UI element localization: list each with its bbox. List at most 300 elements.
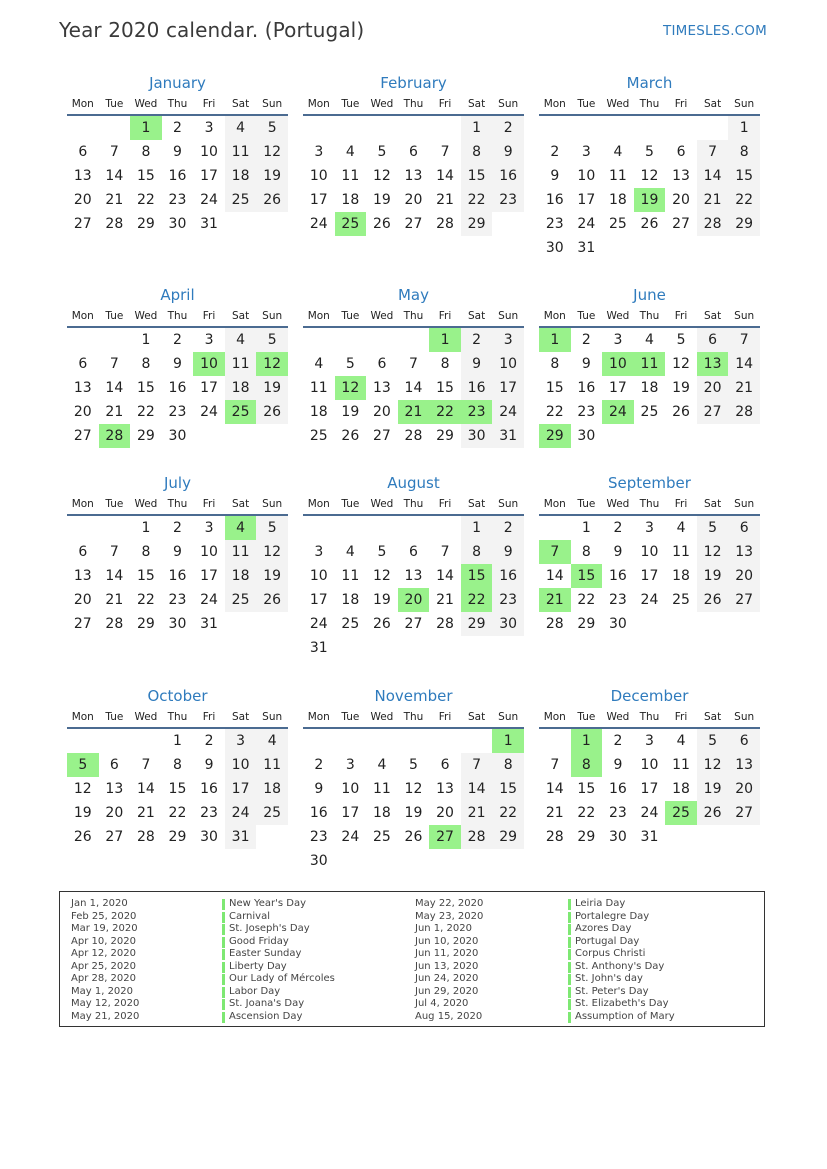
- day-cell[interactable]: 10: [577, 168, 596, 184]
- day-cell[interactable]: 31: [492, 424, 524, 448]
- day-cell[interactable]: 20: [372, 404, 391, 420]
- day-cell[interactable]: 9: [314, 781, 324, 797]
- day-cell[interactable]: 2: [173, 120, 182, 136]
- day-cell[interactable]: 28: [105, 216, 124, 232]
- day-cell[interactable]: 17: [200, 168, 218, 184]
- day-cell[interactable]: 12: [697, 540, 729, 564]
- day-cell[interactable]: 7: [109, 544, 119, 560]
- day-cell[interactable]: 8: [492, 753, 524, 777]
- day-cell[interactable]: 20: [672, 192, 690, 208]
- day-cell[interactable]: 6: [676, 144, 686, 160]
- day-cell-holiday[interactable]: 21: [539, 588, 571, 612]
- day-cell[interactable]: 5: [256, 116, 288, 140]
- day-cell[interactable]: 30: [168, 216, 187, 232]
- day-cell[interactable]: 26: [640, 216, 659, 232]
- day-cell[interactable]: 21: [136, 805, 155, 821]
- day-cell[interactable]: 29: [461, 212, 493, 236]
- day-cell[interactable]: 18: [672, 781, 690, 797]
- day-cell[interactable]: 30: [168, 616, 187, 632]
- day-cell-holiday[interactable]: 5: [67, 753, 99, 777]
- day-cell[interactable]: 28: [436, 616, 454, 632]
- day-cell[interactable]: 14: [436, 168, 454, 184]
- day-cell[interactable]: 7: [109, 144, 119, 160]
- day-cell-holiday[interactable]: 12: [256, 352, 288, 376]
- day-cell[interactable]: 22: [136, 592, 155, 608]
- day-cell[interactable]: 27: [672, 216, 690, 232]
- day-cell[interactable]: 26: [256, 588, 288, 612]
- day-cell[interactable]: 22: [136, 192, 155, 208]
- day-cell[interactable]: 21: [461, 801, 493, 825]
- day-cell[interactable]: 10: [640, 544, 659, 560]
- day-cell[interactable]: 8: [141, 144, 151, 160]
- day-cell[interactable]: 9: [613, 544, 623, 560]
- day-cell[interactable]: 5: [377, 544, 387, 560]
- day-cell[interactable]: 17: [200, 380, 218, 396]
- day-cell[interactable]: 21: [545, 805, 564, 821]
- day-cell[interactable]: 28: [436, 216, 454, 232]
- day-cell[interactable]: 7: [697, 140, 729, 164]
- day-cell[interactable]: 6: [409, 544, 418, 560]
- day-cell[interactable]: 26: [672, 404, 690, 420]
- day-cell[interactable]: 3: [204, 520, 214, 536]
- day-cell[interactable]: 25: [672, 592, 690, 608]
- day-cell[interactable]: 30: [608, 829, 627, 845]
- day-cell[interactable]: 25: [341, 616, 360, 632]
- day-cell[interactable]: 5: [256, 516, 288, 540]
- day-cell[interactable]: 25: [640, 404, 659, 420]
- brand-link[interactable]: TIMESLES.COM: [663, 23, 767, 39]
- day-cell[interactable]: 14: [545, 568, 564, 584]
- day-cell-holiday[interactable]: 12: [335, 376, 367, 400]
- day-cell[interactable]: 8: [141, 356, 151, 372]
- day-cell[interactable]: 13: [728, 540, 760, 564]
- day-cell[interactable]: 1: [581, 520, 591, 536]
- day-cell[interactable]: 13: [436, 781, 454, 797]
- day-cell[interactable]: 3: [225, 729, 257, 753]
- day-cell[interactable]: 3: [581, 144, 591, 160]
- day-cell[interactable]: 4: [225, 328, 257, 352]
- day-cell-holiday[interactable]: 25: [665, 801, 697, 825]
- day-cell[interactable]: 23: [168, 192, 187, 208]
- day-cell[interactable]: 26: [73, 829, 92, 845]
- day-cell[interactable]: 5: [377, 144, 387, 160]
- day-cell[interactable]: 14: [105, 568, 124, 584]
- day-cell[interactable]: 16: [309, 805, 328, 821]
- day-cell-holiday[interactable]: 13: [697, 352, 729, 376]
- day-cell-holiday[interactable]: 20: [398, 588, 430, 612]
- day-cell[interactable]: 14: [105, 168, 124, 184]
- day-cell[interactable]: 15: [136, 380, 155, 396]
- day-cell[interactable]: 3: [492, 328, 524, 352]
- day-cell[interactable]: 28: [697, 212, 729, 236]
- day-cell[interactable]: 19: [404, 805, 423, 821]
- day-cell[interactable]: 22: [461, 188, 493, 212]
- day-cell[interactable]: 18: [225, 376, 257, 400]
- day-cell[interactable]: 14: [697, 164, 729, 188]
- day-cell[interactable]: 18: [341, 592, 360, 608]
- day-cell[interactable]: 19: [341, 404, 360, 420]
- day-cell[interactable]: 29: [577, 616, 596, 632]
- day-cell[interactable]: 2: [492, 116, 524, 140]
- day-cell[interactable]: 15: [136, 168, 155, 184]
- day-cell[interactable]: 12: [372, 168, 391, 184]
- day-cell[interactable]: 16: [168, 568, 187, 584]
- day-cell[interactable]: 11: [341, 568, 360, 584]
- day-cell[interactable]: 2: [173, 520, 182, 536]
- day-cell[interactable]: 9: [173, 544, 182, 560]
- day-cell[interactable]: 12: [256, 140, 288, 164]
- day-cell[interactable]: 24: [200, 592, 218, 608]
- day-cell[interactable]: 4: [645, 332, 654, 348]
- day-cell[interactable]: 16: [608, 568, 627, 584]
- day-cell[interactable]: 4: [345, 544, 355, 560]
- day-cell[interactable]: 9: [581, 356, 591, 372]
- day-cell[interactable]: 22: [136, 404, 155, 420]
- day-cell[interactable]: 13: [728, 753, 760, 777]
- day-cell[interactable]: 26: [372, 616, 391, 632]
- day-cell-holiday[interactable]: 1: [492, 729, 524, 753]
- day-cell[interactable]: 26: [256, 188, 288, 212]
- day-cell[interactable]: 12: [697, 753, 729, 777]
- day-cell[interactable]: 8: [728, 140, 760, 164]
- day-cell[interactable]: 8: [550, 356, 560, 372]
- day-cell[interactable]: 15: [492, 777, 524, 801]
- day-cell-holiday[interactable]: 10: [602, 352, 634, 376]
- day-cell[interactable]: 11: [225, 540, 257, 564]
- day-cell[interactable]: 6: [440, 757, 450, 773]
- day-cell[interactable]: 16: [608, 781, 627, 797]
- day-cell[interactable]: 11: [672, 757, 690, 773]
- day-cell[interactable]: 10: [200, 544, 218, 560]
- day-cell[interactable]: 23: [492, 588, 524, 612]
- day-cell[interactable]: 11: [372, 781, 391, 797]
- day-cell[interactable]: 15: [545, 380, 564, 396]
- day-cell-holiday[interactable]: 25: [225, 400, 257, 424]
- day-cell[interactable]: 10: [309, 568, 328, 584]
- day-cell[interactable]: 29: [136, 428, 155, 444]
- day-cell[interactable]: 10: [492, 352, 524, 376]
- day-cell[interactable]: 29: [436, 428, 454, 444]
- day-cell[interactable]: 16: [545, 192, 564, 208]
- day-cell[interactable]: 5: [256, 328, 288, 352]
- day-cell[interactable]: 4: [613, 144, 623, 160]
- day-cell[interactable]: 23: [168, 592, 187, 608]
- day-cell[interactable]: 13: [372, 380, 391, 396]
- day-cell[interactable]: 13: [105, 781, 124, 797]
- day-cell[interactable]: 29: [168, 829, 187, 845]
- day-cell[interactable]: 16: [461, 376, 493, 400]
- day-cell[interactable]: 30: [200, 829, 218, 845]
- day-cell[interactable]: 17: [309, 592, 328, 608]
- day-cell[interactable]: 30: [608, 616, 627, 632]
- day-cell-holiday[interactable]: 22: [461, 588, 493, 612]
- day-cell[interactable]: 18: [608, 192, 627, 208]
- day-cell[interactable]: 18: [225, 564, 257, 588]
- day-cell[interactable]: 4: [676, 520, 686, 536]
- day-cell[interactable]: 23: [200, 805, 218, 821]
- day-cell[interactable]: 23: [545, 216, 564, 232]
- day-cell[interactable]: 12: [640, 168, 659, 184]
- day-cell[interactable]: 9: [550, 168, 560, 184]
- day-cell[interactable]: 16: [168, 168, 187, 184]
- day-cell[interactable]: 13: [73, 568, 92, 584]
- day-cell[interactable]: 31: [200, 216, 218, 232]
- day-cell[interactable]: 24: [309, 216, 328, 232]
- day-cell[interactable]: 15: [168, 781, 187, 797]
- day-cell[interactable]: 19: [256, 376, 288, 400]
- day-cell-holiday[interactable]: 1: [130, 116, 162, 140]
- day-cell[interactable]: 3: [613, 332, 623, 348]
- day-cell[interactable]: 11: [608, 168, 627, 184]
- day-cell[interactable]: 2: [492, 516, 524, 540]
- day-cell[interactable]: 27: [697, 400, 729, 424]
- day-cell[interactable]: 23: [492, 188, 524, 212]
- day-cell[interactable]: 26: [256, 400, 288, 424]
- day-cell[interactable]: 16: [168, 380, 187, 396]
- day-cell[interactable]: 27: [728, 588, 760, 612]
- day-cell[interactable]: 6: [728, 729, 760, 753]
- day-cell[interactable]: 21: [105, 404, 124, 420]
- day-cell[interactable]: 9: [204, 757, 214, 773]
- day-cell[interactable]: 28: [136, 829, 155, 845]
- day-cell[interactable]: 23: [168, 404, 187, 420]
- day-cell[interactable]: 31: [200, 616, 218, 632]
- day-cell[interactable]: 18: [672, 568, 690, 584]
- day-cell[interactable]: 30: [577, 428, 596, 444]
- day-cell[interactable]: 20: [436, 805, 454, 821]
- day-cell-holiday[interactable]: 25: [335, 212, 367, 236]
- day-cell-holiday[interactable]: 1: [429, 328, 461, 352]
- day-cell[interactable]: 17: [640, 781, 659, 797]
- day-cell[interactable]: 15: [136, 568, 155, 584]
- day-cell[interactable]: 3: [314, 544, 324, 560]
- day-cell[interactable]: 30: [545, 240, 564, 256]
- day-cell[interactable]: 24: [492, 400, 524, 424]
- day-cell[interactable]: 4: [676, 733, 686, 749]
- day-cell[interactable]: 15: [436, 380, 454, 396]
- day-cell[interactable]: 19: [372, 192, 391, 208]
- day-cell[interactable]: 20: [73, 404, 92, 420]
- day-cell[interactable]: 13: [73, 380, 92, 396]
- day-cell[interactable]: 25: [225, 188, 257, 212]
- day-cell-holiday[interactable]: 7: [539, 540, 571, 564]
- day-cell[interactable]: 2: [173, 332, 182, 348]
- day-cell[interactable]: 2: [613, 733, 623, 749]
- day-cell[interactable]: 6: [78, 144, 88, 160]
- day-cell[interactable]: 28: [461, 825, 493, 849]
- day-cell[interactable]: 27: [73, 616, 92, 632]
- day-cell[interactable]: 23: [608, 805, 627, 821]
- day-cell[interactable]: 6: [109, 757, 119, 773]
- day-cell[interactable]: 5: [697, 729, 729, 753]
- day-cell[interactable]: 9: [173, 356, 182, 372]
- day-cell[interactable]: 5: [645, 144, 654, 160]
- day-cell[interactable]: 2: [581, 332, 591, 348]
- day-cell[interactable]: 20: [728, 564, 760, 588]
- day-cell[interactable]: 9: [613, 757, 623, 773]
- day-cell[interactable]: 10: [309, 168, 328, 184]
- day-cell[interactable]: 24: [640, 805, 659, 821]
- day-cell[interactable]: 26: [372, 216, 391, 232]
- day-cell[interactable]: 26: [404, 829, 423, 845]
- day-cell[interactable]: 27: [73, 428, 92, 444]
- day-cell[interactable]: 15: [461, 164, 493, 188]
- day-cell[interactable]: 8: [581, 544, 591, 560]
- day-cell[interactable]: 28: [404, 428, 423, 444]
- day-cell[interactable]: 29: [492, 825, 524, 849]
- day-cell[interactable]: 21: [436, 192, 454, 208]
- day-cell[interactable]: 16: [577, 380, 596, 396]
- day-cell[interactable]: 7: [409, 356, 418, 372]
- day-cell-holiday[interactable]: 11: [634, 352, 666, 376]
- day-cell[interactable]: 25: [225, 588, 257, 612]
- day-cell[interactable]: 21: [105, 192, 124, 208]
- day-cell[interactable]: 27: [728, 801, 760, 825]
- day-cell[interactable]: 1: [461, 116, 493, 140]
- day-cell-holiday[interactable]: 23: [461, 400, 493, 424]
- day-cell[interactable]: 7: [440, 544, 450, 560]
- day-cell[interactable]: 29: [461, 612, 493, 636]
- day-cell[interactable]: 3: [314, 144, 324, 160]
- day-cell-holiday[interactable]: 15: [461, 564, 493, 588]
- day-cell[interactable]: 19: [256, 164, 288, 188]
- day-cell[interactable]: 3: [204, 120, 214, 136]
- day-cell[interactable]: 2: [550, 144, 560, 160]
- day-cell[interactable]: 9: [173, 144, 182, 160]
- day-cell[interactable]: 2: [204, 733, 214, 749]
- day-cell[interactable]: 6: [78, 356, 88, 372]
- day-cell[interactable]: 4: [345, 144, 355, 160]
- day-cell-holiday[interactable]: 27: [429, 825, 461, 849]
- day-cell[interactable]: 31: [225, 825, 257, 849]
- day-cell[interactable]: 26: [341, 428, 360, 444]
- day-cell[interactable]: 17: [341, 805, 360, 821]
- day-cell[interactable]: 24: [309, 616, 328, 632]
- day-cell[interactable]: 28: [728, 400, 760, 424]
- day-cell[interactable]: 17: [492, 376, 524, 400]
- day-cell[interactable]: 15: [577, 781, 596, 797]
- day-cell[interactable]: 29: [728, 212, 760, 236]
- day-cell[interactable]: 13: [404, 568, 423, 584]
- day-cell[interactable]: 23: [608, 592, 627, 608]
- day-cell[interactable]: 14: [461, 777, 493, 801]
- day-cell[interactable]: 30: [461, 424, 493, 448]
- day-cell[interactable]: 28: [105, 616, 124, 632]
- day-cell[interactable]: 18: [372, 805, 391, 821]
- day-cell[interactable]: 30: [492, 612, 524, 636]
- day-cell[interactable]: 15: [728, 164, 760, 188]
- day-cell[interactable]: 18: [256, 777, 288, 801]
- day-cell[interactable]: 26: [697, 588, 729, 612]
- day-cell[interactable]: 11: [672, 544, 690, 560]
- day-cell[interactable]: 25: [608, 216, 627, 232]
- day-cell[interactable]: 4: [377, 757, 387, 773]
- day-cell[interactable]: 4: [225, 116, 257, 140]
- day-cell[interactable]: 1: [461, 516, 493, 540]
- day-cell[interactable]: 29: [136, 216, 155, 232]
- day-cell-holiday[interactable]: 8: [571, 753, 603, 777]
- day-cell[interactable]: 19: [672, 380, 690, 396]
- day-cell[interactable]: 25: [372, 829, 391, 845]
- day-cell[interactable]: 24: [577, 216, 596, 232]
- day-cell[interactable]: 26: [697, 801, 729, 825]
- day-cell[interactable]: 18: [341, 192, 360, 208]
- day-cell[interactable]: 27: [105, 829, 124, 845]
- day-cell[interactable]: 16: [492, 164, 524, 188]
- day-cell[interactable]: 6: [728, 516, 760, 540]
- day-cell[interactable]: 25: [256, 801, 288, 825]
- day-cell[interactable]: 3: [645, 733, 654, 749]
- day-cell[interactable]: 20: [728, 777, 760, 801]
- day-cell[interactable]: 10: [200, 144, 218, 160]
- day-cell[interactable]: 5: [697, 516, 729, 540]
- day-cell[interactable]: 13: [73, 168, 92, 184]
- day-cell[interactable]: 27: [372, 428, 391, 444]
- day-cell[interactable]: 18: [640, 380, 659, 396]
- day-cell-holiday[interactable]: 24: [602, 400, 634, 424]
- day-cell[interactable]: 28: [545, 829, 564, 845]
- day-cell[interactable]: 19: [697, 564, 729, 588]
- day-cell[interactable]: 6: [697, 328, 729, 352]
- day-cell-holiday[interactable]: 15: [571, 564, 603, 588]
- day-cell[interactable]: 13: [672, 168, 690, 184]
- day-cell[interactable]: 6: [78, 544, 88, 560]
- day-cell[interactable]: 18: [309, 404, 328, 420]
- day-cell[interactable]: 14: [436, 568, 454, 584]
- day-cell[interactable]: 2: [314, 757, 324, 773]
- day-cell[interactable]: 3: [645, 520, 654, 536]
- day-cell[interactable]: 13: [404, 168, 423, 184]
- day-cell-holiday[interactable]: 21: [398, 400, 430, 424]
- day-cell[interactable]: 31: [640, 829, 659, 845]
- day-cell[interactable]: 4: [256, 729, 288, 753]
- day-cell[interactable]: 11: [256, 753, 288, 777]
- day-cell-holiday[interactable]: 1: [571, 729, 603, 753]
- day-cell-holiday[interactable]: 10: [193, 352, 225, 376]
- day-cell[interactable]: 1: [141, 520, 151, 536]
- day-cell[interactable]: 7: [440, 144, 450, 160]
- day-cell[interactable]: 17: [309, 192, 328, 208]
- day-cell[interactable]: 17: [225, 777, 257, 801]
- day-cell[interactable]: 20: [105, 805, 124, 821]
- day-cell[interactable]: 22: [545, 404, 564, 420]
- day-cell[interactable]: 14: [545, 781, 564, 797]
- day-cell[interactable]: 11: [309, 380, 328, 396]
- day-cell[interactable]: 17: [608, 380, 627, 396]
- day-cell[interactable]: 14: [728, 352, 760, 376]
- day-cell-holiday[interactable]: 1: [539, 328, 571, 352]
- day-cell[interactable]: 25: [309, 428, 328, 444]
- day-cell[interactable]: 8: [461, 140, 493, 164]
- day-cell[interactable]: 19: [73, 805, 92, 821]
- day-cell[interactable]: 11: [225, 140, 257, 164]
- day-cell[interactable]: 7: [461, 753, 493, 777]
- day-cell[interactable]: 27: [404, 616, 423, 632]
- day-cell[interactable]: 5: [345, 356, 355, 372]
- day-cell[interactable]: 24: [200, 192, 218, 208]
- day-cell[interactable]: 7: [141, 757, 151, 773]
- day-cell[interactable]: 12: [73, 781, 92, 797]
- day-cell[interactable]: 9: [492, 540, 524, 564]
- day-cell[interactable]: 22: [728, 188, 760, 212]
- day-cell[interactable]: 6: [377, 356, 387, 372]
- day-cell[interactable]: 11: [225, 352, 257, 376]
- day-cell[interactable]: 27: [73, 216, 92, 232]
- day-cell-holiday[interactable]: 19: [634, 188, 666, 212]
- day-cell[interactable]: 19: [697, 777, 729, 801]
- day-cell[interactable]: 2: [613, 520, 623, 536]
- day-cell[interactable]: 30: [168, 428, 187, 444]
